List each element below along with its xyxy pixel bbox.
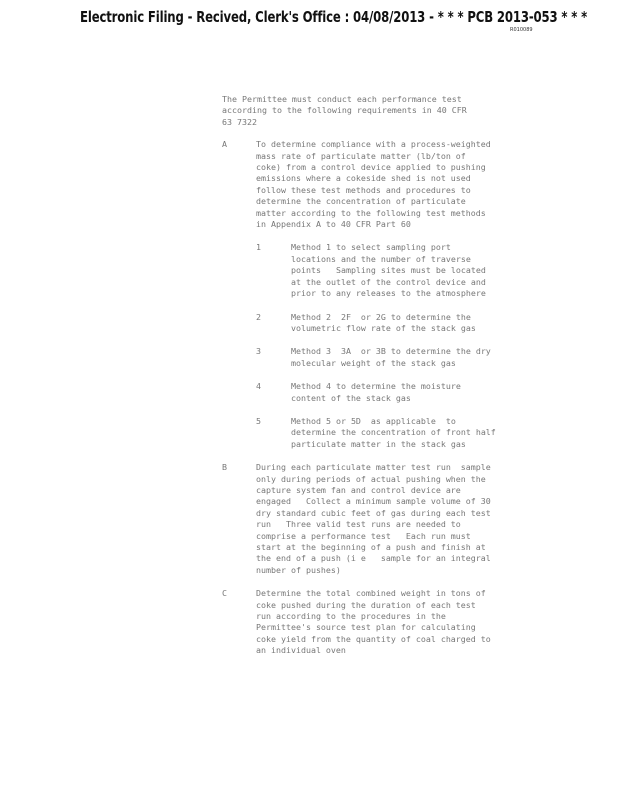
sub-item-marker: 2 — [256, 311, 261, 322]
item-marker: C — [222, 588, 227, 599]
text-line: points Sampling sites must be located — [291, 265, 486, 276]
text-line: content of the stack gas — [291, 392, 411, 403]
sub-list-item — [256, 346, 552, 369]
text-line: volumetric flow rate of the stack gas — [291, 322, 476, 333]
text-line: coke yield from the quantity of coal charged to — [256, 633, 491, 644]
sub-list-item — [256, 312, 552, 335]
text-line: determine the concentration of particulate — [256, 196, 466, 207]
text-line: follow these test methods and procedures to — [256, 184, 471, 195]
item-text — [256, 462, 552, 576]
sub-list — [256, 242, 552, 450]
sub-list-item — [256, 381, 552, 404]
text-line: in Appendix A to 40 CFR Part 60 — [256, 219, 411, 230]
text-line: at the outlet of the control device and — [291, 276, 486, 287]
text-line: Permittee's source test plan for calculating — [256, 622, 476, 633]
text-line: During each particulate matter test run sample — [256, 462, 491, 473]
text-line: determine the concentration of front half — [291, 427, 496, 438]
text-line: Determine the total combined weight in tons of — [256, 588, 486, 599]
item-text — [291, 312, 552, 335]
sub-item-marker: 1 — [256, 242, 261, 253]
text-line: Method 3 3A or 3B to determine the dry — [291, 346, 491, 357]
text-line: Method 1 to select sampling port — [291, 242, 451, 253]
text-line: the end of a push (i e sample for an integral — [256, 553, 491, 564]
text-line: prior to any releases to the atmosphere — [291, 288, 486, 299]
sub-list-item — [256, 416, 552, 450]
text-line: only during periods of actual pushing when the — [256, 473, 486, 484]
sub-item-marker: 3 — [256, 346, 261, 357]
text-line: particulate matter in the stack gas — [291, 438, 466, 449]
page-id: R010089 — [510, 27, 533, 33]
item-text — [291, 416, 552, 450]
item-text — [291, 381, 552, 404]
document-body — [222, 94, 552, 669]
text-line: molecular weight of the stack gas — [291, 357, 456, 368]
item-text — [291, 242, 552, 299]
requirements-list — [222, 139, 552, 656]
text-line: To determine compliance with a process-weighted — [256, 139, 491, 150]
text-line: 63 7322 — [222, 116, 257, 127]
text-line: run Three valid test runs are needed to — [256, 519, 461, 530]
text-line: engaged Collect a minimum sample volume of 30 — [256, 496, 491, 507]
item-marker: B — [222, 462, 227, 473]
text-line: Method 4 to determine the moisture — [291, 381, 461, 392]
item-text — [291, 346, 552, 369]
text-line: start at the beginning of a push and finish at — [256, 542, 486, 552]
text-line: according to the following requirements in 40 CFR — [222, 105, 467, 116]
sub-item-marker: 4 — [256, 381, 261, 392]
text-line: run according to the procedures in the — [256, 611, 446, 622]
text-line: matter according to the following test methods — [256, 207, 486, 218]
text-line: comprise a performance test Each run must — [256, 530, 471, 541]
text-line: The Permittee must conduct each performance test — [222, 94, 462, 104]
list-item — [222, 462, 552, 576]
text-line: emissions where a cokeside shed is not used — [256, 173, 471, 184]
sub-item-marker: 5 — [256, 415, 261, 426]
item-text — [256, 139, 552, 230]
text-line: locations and the number of traverse — [291, 253, 471, 264]
list-item — [222, 588, 552, 656]
text-line: coke) from a control device applied to pushing — [256, 162, 486, 173]
text-line: coke pushed during the duration of each test — [256, 599, 476, 610]
list-item — [222, 139, 552, 230]
text-line: number of pushes) — [256, 564, 341, 575]
text-line: mass rate of particulate matter (lb/ton of — [256, 150, 466, 161]
text-line: Method 5 or 5D as applicable to — [291, 415, 456, 426]
intro-paragraph — [222, 94, 552, 128]
text-line: dry standard cubic feet of gas during each test — [256, 507, 491, 518]
item-marker: A — [222, 139, 227, 150]
text-line: Method 2 2F or 2G to determine the — [291, 311, 471, 322]
text-line: capture system fan and control device are — [256, 484, 461, 495]
item-text — [256, 588, 552, 656]
text-line: an individual oven — [256, 645, 346, 656]
filing-stamp: Electronic Filing - Recived, Clerk's Office : 04/08/2013 - * * * PCB 2013-053 * * * — [80, 8, 588, 26]
sub-list-item — [256, 242, 552, 299]
